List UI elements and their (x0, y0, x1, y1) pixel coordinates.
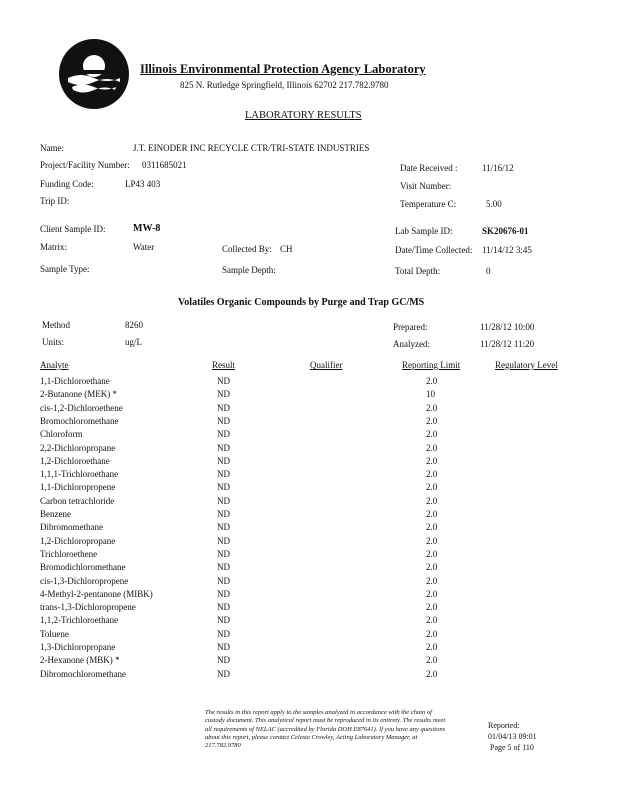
reported-value: 01/04/13 09:01 (488, 732, 537, 741)
reporting-limit-cell: 2.0 (426, 522, 438, 533)
reporting-limit-cell: 2.0 (426, 469, 438, 480)
reporting-limit-cell: 2.0 (426, 655, 438, 666)
result-cell: ND (217, 655, 230, 666)
client-sample-label: Client Sample ID: (40, 224, 106, 234)
analyte-cell: 1,1,1-Trichloroethane (40, 469, 119, 480)
table-header (40, 360, 560, 373)
result-cell: ND (217, 482, 230, 493)
table-row (40, 642, 560, 655)
reporting-limit-cell: 10 (426, 389, 435, 400)
header-regulatory-level: Regulatory Level (495, 360, 558, 370)
table-row (40, 615, 560, 628)
analyte-cell: Dibromochloromethane (40, 668, 126, 679)
result-cell: ND (217, 615, 230, 626)
table-row (40, 562, 560, 575)
table-row (40, 403, 560, 416)
reporting-limit-cell: 2.0 (426, 588, 438, 599)
collected-by-value: CH (280, 244, 293, 254)
analyte-cell: cis-1,2-Dichloroethene (40, 402, 123, 413)
client-sample-value: MW-8 (133, 223, 161, 234)
result-cell: ND (217, 415, 230, 426)
units-value: ug/L (125, 337, 142, 347)
reporting-limit-cell: 2.0 (426, 455, 438, 466)
reporting-limit-cell: 2.0 (426, 495, 438, 506)
table-row (40, 443, 560, 456)
reporting-limit-cell: 2.0 (426, 535, 438, 546)
lab-name-title: Illinois Environmental Protection Agency Laboratory (140, 62, 426, 76)
analyte-cell: 1,1-Dichloropropene (40, 482, 116, 493)
temperature-label: Temperature C: (400, 199, 457, 209)
analyte-cell: 2,2-Dichloropropane (40, 442, 116, 453)
reporting-limit-cell: 2.0 (426, 642, 438, 652)
reporting-limit-cell: 2.0 (426, 482, 438, 493)
table-row (40, 389, 560, 402)
analyzed-label: Analyzed: (393, 339, 430, 349)
funding-value: LP43 403 (125, 179, 161, 189)
lab-address: 825 N. Rutledge Springfield, Illinois 62702 217.782.9780 (180, 80, 389, 90)
result-cell: ND (217, 602, 230, 613)
header-analyte: Analyte (40, 360, 69, 370)
result-cell: ND (217, 389, 230, 400)
analyte-cell: Bromochloromethane (40, 415, 119, 426)
date-received-value: 11/16/12 (482, 163, 514, 173)
reporting-limit-cell: 2.0 (426, 429, 438, 440)
matrix-value: Water (133, 242, 155, 252)
table-row (40, 522, 560, 535)
result-cell: ND (217, 535, 230, 546)
analyte-cell: 1,2-Dichloroethane (40, 455, 110, 466)
total-depth-value: 0 (486, 266, 491, 276)
result-cell: ND (217, 588, 230, 599)
analyte-cell: trans-1,3-Dichloropropene (40, 602, 136, 613)
table-row (40, 655, 560, 668)
analyte-cell: Trichloroethene (40, 548, 98, 559)
reporting-limit-cell: 2.0 (426, 402, 438, 413)
method-label: Method (42, 320, 70, 330)
method-value: 8260 (125, 320, 143, 330)
result-cell: ND (217, 548, 230, 559)
table-row (40, 416, 560, 429)
disclaimer: The results in this report apply to the samples analyzed in accordance with the chain of custody document. This analytical report must be reproduced in its entirety. The results meet all requirements of NELAC (accredited by Florida DOH E87641). If you have any questions about this report, please contact Celeste Crowley, Acting Laboratory Manager, at 217.782.9780 (205, 709, 446, 750)
section-title: Volatiles Organic Compounds by Purge and Trap GC/MS (178, 297, 425, 308)
analyzed-value: 11/28/12 11:20 (480, 339, 535, 349)
units-label: Units: (42, 337, 65, 347)
table-row (40, 576, 560, 589)
sample-depth-label: Sample Depth: (222, 265, 276, 275)
table-row (40, 549, 560, 562)
reporting-limit-cell: 2.0 (426, 415, 438, 426)
page-number: Page 5 of 110 (490, 743, 534, 752)
reported-label: Reported: (488, 721, 520, 730)
analyte-cell: Carbon tetrachloride (40, 495, 115, 506)
table-row (40, 456, 560, 469)
reporting-limit-cell: 2.0 (426, 562, 438, 573)
table-row (40, 429, 560, 442)
prepared-value: 11/28/12 10:00 (480, 322, 535, 332)
lab-sample-label: Lab Sample ID: (395, 226, 453, 236)
project-value: 0311685021 (142, 160, 187, 170)
date-collected-label: Date/Time Collected: (395, 245, 473, 255)
analyte-cell: 1,2-Dichloropropane (40, 535, 116, 546)
table-row (40, 669, 560, 682)
table-row (40, 509, 560, 522)
result-cell: ND (217, 575, 230, 586)
reporting-limit-cell: 2.0 (426, 376, 438, 386)
header-reporting-limit: Reporting Limit (402, 360, 461, 370)
table-row (40, 589, 560, 602)
result-cell: ND (217, 668, 230, 679)
analyte-cell: Benzene (40, 509, 71, 519)
result-cell: ND (217, 469, 230, 480)
matrix-label: Matrix: (40, 242, 67, 252)
analyte-cell: Toluene (40, 628, 69, 639)
result-cell: ND (217, 376, 230, 386)
result-cell: ND (217, 429, 230, 440)
prepared-label: Prepared: (393, 322, 428, 332)
header-qualifier: Qualifier (310, 360, 343, 370)
analyte-cell: 2-Butanone (MEK) * (40, 389, 117, 400)
analyte-cell: 4-Methyl-2-pentanone (MIBK) (40, 588, 153, 599)
analyte-cell: 1,1-Dichloroethane (40, 376, 110, 386)
name-value: J.T. EINODER INC RECYCLE CTR/TRI-STATE INDUSTRIES (133, 143, 370, 153)
total-depth-label: Total Depth: (395, 266, 441, 276)
result-cell: ND (217, 495, 230, 506)
name-label: Name: (40, 143, 64, 153)
result-cell: ND (217, 442, 230, 453)
table-row (40, 629, 560, 642)
date-received-label: Date Received : (400, 163, 458, 173)
table-row (40, 536, 560, 549)
result-cell: ND (217, 562, 230, 573)
collected-by-label: Collected By: (222, 244, 272, 254)
result-cell: ND (217, 509, 230, 519)
iepa-logo (58, 38, 130, 110)
reporting-limit-cell: 2.0 (426, 668, 438, 679)
table-row (40, 482, 560, 495)
project-label: Project/Facility Number: (40, 160, 130, 170)
analyte-cell: 2-Hexanone (MBK) * (40, 655, 120, 666)
temperature-value: 5.00 (486, 199, 502, 209)
analyte-cell: cis-1,3-Dichloropropene (40, 575, 129, 586)
result-cell: ND (217, 402, 230, 413)
table-row (40, 496, 560, 509)
reporting-limit-cell: 2.0 (426, 509, 438, 519)
reporting-limit-cell: 2.0 (426, 628, 438, 639)
analyte-cell: 1,1,2-Trichloroethane (40, 615, 119, 626)
result-cell: ND (217, 522, 230, 533)
analyte-cell: 1,3-Dichloropropane (40, 642, 116, 652)
reporting-limit-cell: 2.0 (426, 548, 438, 559)
result-cell: ND (217, 642, 230, 652)
result-cell: ND (217, 455, 230, 466)
date-collected-value: 11/14/12 3:45 (482, 245, 532, 255)
funding-label: Funding Code: (40, 179, 94, 189)
report-title: LABORATORY RESULTS (245, 110, 362, 121)
lab-sample-value: SK20676-01 (482, 226, 529, 236)
reporting-limit-cell: 2.0 (426, 615, 438, 626)
sample-type-label: Sample Type: (40, 264, 90, 274)
table-row (40, 469, 560, 482)
reporting-limit-cell: 2.0 (426, 442, 438, 453)
result-cell: ND (217, 628, 230, 639)
analyte-cell: Dibromomethane (40, 522, 103, 533)
analyte-cell: Bromodichloromethane (40, 562, 126, 573)
header-result: Result (212, 360, 236, 370)
reporting-limit-cell: 2.0 (426, 575, 438, 586)
table-row (40, 376, 560, 389)
analyte-cell: Chloroform (40, 429, 83, 440)
visit-label: Visit Number: (400, 181, 452, 191)
trip-label: Trip ID: (40, 196, 70, 206)
table-row (40, 602, 560, 615)
reporting-limit-cell: 2.0 (426, 602, 438, 613)
